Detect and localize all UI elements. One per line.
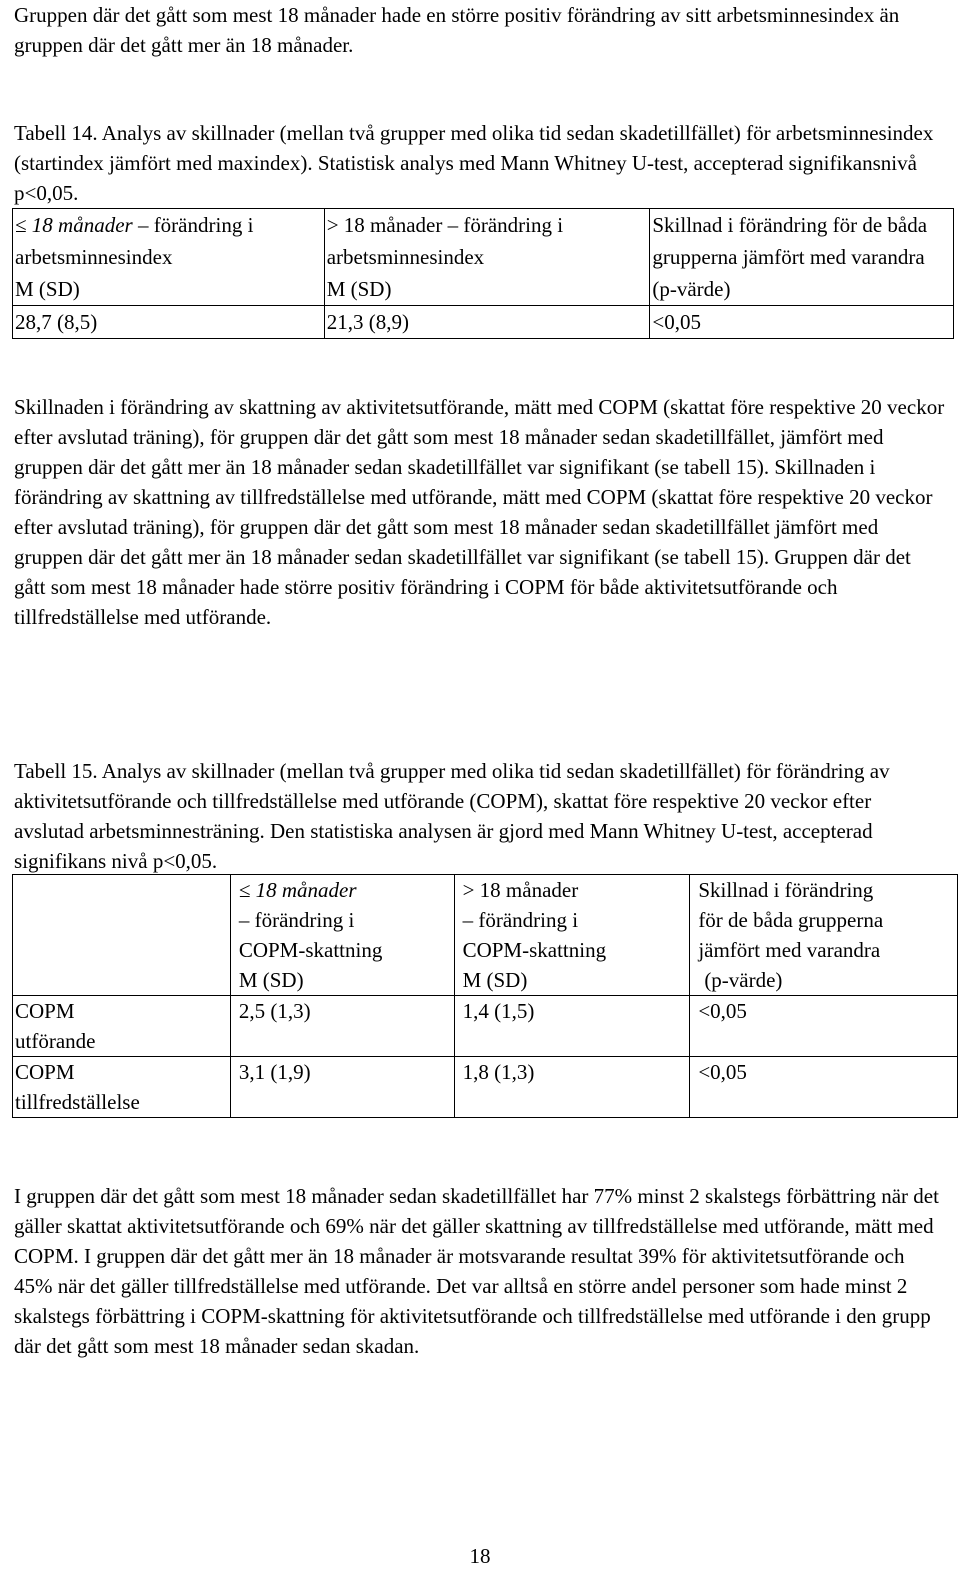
- table-cell: 3,1 (1,9): [230, 1057, 454, 1118]
- row-label-cell: [13, 1057, 231, 1118]
- row-label-line: tillfredställelse: [15, 1090, 140, 1114]
- header-sd: M (SD): [15, 277, 80, 301]
- table-cell: <0,05: [690, 996, 958, 1057]
- header-italic: ≤ 18 månader: [15, 213, 133, 237]
- table-14-header-row: [13, 209, 954, 306]
- table-cell: <0,05: [650, 306, 954, 339]
- table-14-header-cell: [13, 209, 325, 306]
- table-14: [12, 208, 954, 339]
- table-row: [13, 1057, 958, 1118]
- row-label-line: utförande: [15, 1029, 96, 1053]
- header-italic: ≤ 18 månader: [238, 878, 357, 902]
- header-line: COPM-skattning: [238, 938, 383, 962]
- table-cell: <0,05: [690, 1057, 958, 1118]
- table-14-header-cell: [650, 209, 954, 306]
- row-label-line: COPM: [15, 999, 75, 1023]
- header-line: – förändring i: [238, 908, 355, 932]
- row-label-cell: [13, 996, 231, 1057]
- header-line: M (SD): [238, 968, 304, 992]
- header-line: för de båda grupperna: [698, 908, 884, 932]
- row-label-line: COPM: [15, 1060, 75, 1084]
- table-15-header-cell: [230, 875, 454, 996]
- table-15-header-cell: [454, 875, 690, 996]
- header-text: Skillnad i förändring för de båda grupperna jämfört med varandra (p-värde): [652, 213, 928, 301]
- summary-paragraph: I gruppen där det gått som mest 18 månader sedan skadetillfället har 77% minst 2 skalstegs förbättring när det gäller skattat aktivitetsutförande och 69% när det gäller skattning av tillfredställelse med utförande, mätt med COPM. I gruppen där det gått mer än 18 månader är motsvarande resultat 39% för aktivitetsutförande och 45% när det gäller tillfredställelse med utförande. Det var alltså en större andel personer som hade minst 2 skalstegs förbättring i COPM-skattning för aktivitetsutförande och tillfredställelse med utförande i den grupp där det gått som mest 18 månader sedan skadan.: [14, 1184, 939, 1358]
- table-14-header-cell: [324, 209, 650, 306]
- header-text: – förändring i arbetsminnesindex: [15, 213, 254, 269]
- table-15-header-cell: [690, 875, 958, 996]
- table-cell: 2,5 (1,3): [230, 996, 454, 1057]
- table-cell: 28,7 (8,5): [13, 306, 325, 339]
- header-line: COPM-skattning: [462, 938, 607, 962]
- page-number: 18: [469, 1544, 491, 1568]
- header-sd: M (SD): [326, 277, 392, 301]
- header-line: – förändring i: [462, 908, 579, 932]
- header-line: > 18 månader: [462, 878, 579, 902]
- header-line: jämfört med varandra: [698, 938, 881, 962]
- table-15-header-row: [13, 875, 958, 996]
- table-row: [13, 996, 958, 1057]
- table-row: [13, 306, 954, 339]
- table-cell: 1,8 (1,3): [454, 1057, 690, 1118]
- intro-paragraph: Gruppen där det gått som mest 18 månader hade en större positiv förändring av sitt arbetsminnesindex än gruppen där det gått mer än 18 månader.: [14, 3, 900, 57]
- table-15-caption: Tabell 15. Analys av skillnader (mellan två grupper med olika tid sedan skadetillfället) för förändring av aktivitetsutförande och tillfredställelse med utförande (COPM), skattat före respektive 20 veckor efter avslutad arbetsminnesträning. Den statistiska analysen är gjord med Mann Whitney U-test, accepterad signifikans nivå p<0,05.: [14, 759, 890, 873]
- table-cell: 1,4 (1,5): [454, 996, 690, 1057]
- header-line: (p-värde): [704, 968, 783, 992]
- header-line: Skillnad i förändring: [698, 878, 874, 902]
- table-14-caption: Tabell 14. Analys av skillnader (mellan två grupper med olika tid sedan skadetillfället) för arbetsminnesindex (startindex jämfört med maxindex). Statistisk analys med Mann Whitney U-test, accepterad signifikansnivå p<0,05.: [14, 121, 934, 205]
- table-15-header-empty-cell: [13, 875, 231, 996]
- table-15: [12, 874, 958, 1118]
- header-text: > 18 månader – förändring i arbetsminnesindex: [326, 213, 564, 269]
- header-line: M (SD): [462, 968, 528, 992]
- table-cell: 21,3 (8,9): [324, 306, 650, 339]
- results-paragraph: Skillnaden i förändring av skattning av aktivitetsutförande, mätt med COPM (skattat före respektive 20 veckor efter avslutad träning), för gruppen där det gått som mest 18 månader sedan skadetillfället, jämfört med gruppen där det gått mer än 18 månader sedan skadetillfället var signifikant (se tabell 15). Skillnaden i förändring av skattning av tillfredställelse med utförande, mätt med COPM (skattat före respektive 20 veckor efter avslutad träning), för gruppen där det gått som mest 18 månader sedan skadetillfället jämfört med gruppen där det gått mer än 18 månader sedan skadetillfället var signifikant (se tabell 15). Gruppen där det gått som mest 18 månader hade större positiv förändring i COPM för både aktivitetsutförande och tillfredställelse med utförande.: [14, 395, 945, 629]
